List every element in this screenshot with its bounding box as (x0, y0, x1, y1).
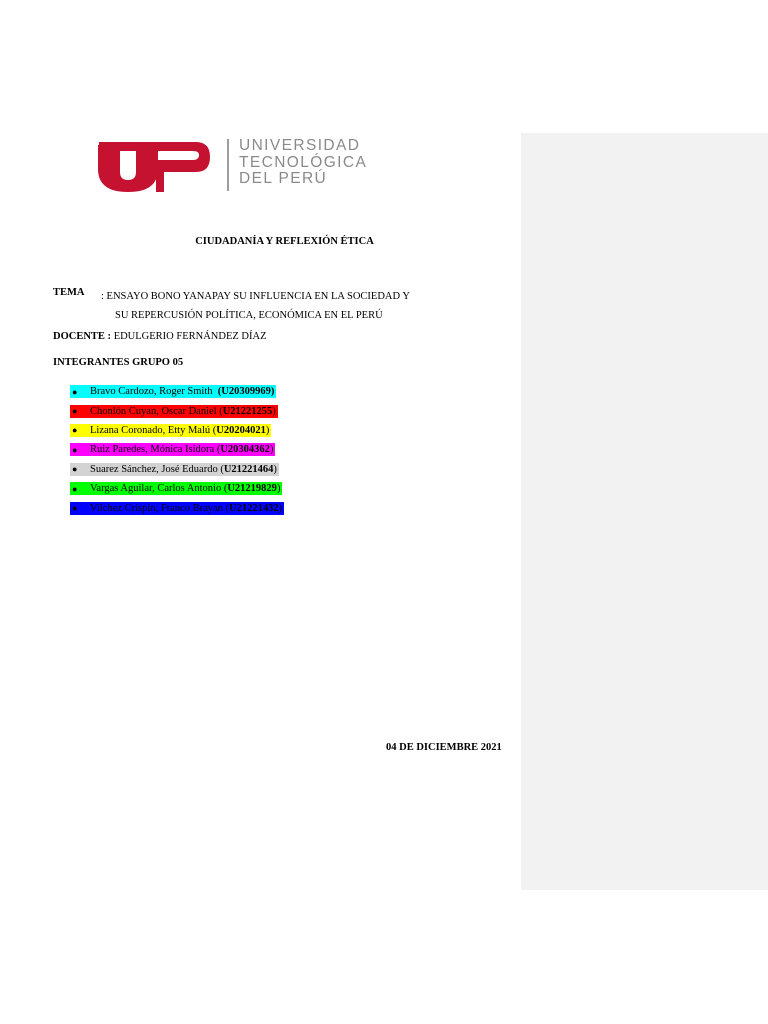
logo-divider (227, 139, 229, 191)
utp-logo-mark (96, 136, 222, 194)
members-list (70, 382, 284, 518)
member-name: Vilchez Crispin, Franco Brayan (90, 502, 223, 514)
document-date: 04 DE DICIEMBRE 2021 (386, 742, 502, 753)
member-code: U21221432 (229, 502, 279, 514)
teacher-name: EDULGERIO FERNÁNDEZ DÍAZ (113, 331, 267, 342)
member-code-close: ) (276, 483, 281, 495)
member-code-open: ( (225, 502, 230, 514)
list-item (70, 440, 284, 459)
list-item (70, 401, 284, 420)
member-highlight (70, 385, 276, 398)
member-highlight (70, 482, 282, 495)
member-name: Ruiz Paredes, Mónica Isidora (90, 444, 215, 456)
member-code-open: ( (217, 386, 222, 398)
member-code-close: ) (278, 502, 283, 514)
topic-line-1: : ENSAYO BONO YANAPAY SU INFLUENCIA EN LA SOCIEDAD Y (101, 291, 410, 302)
member-code-open: ( (212, 424, 217, 436)
list-item (70, 498, 284, 517)
member-code-close: ) (265, 424, 270, 436)
member-highlight (70, 502, 284, 515)
logo-line: UNIVERSIDAD (239, 137, 361, 154)
member-name: Vargas Aguilar, Carlos Antonio (90, 483, 222, 495)
member-code-open: ( (223, 483, 228, 495)
member-name: Bravo Cardozo, Roger Smith (90, 386, 213, 398)
list-item (70, 421, 284, 440)
list-item (70, 479, 284, 498)
logo-line: TECNOLÓGICA (239, 153, 368, 171)
bullet-icon: ● (72, 444, 78, 455)
member-code: U21219829 (227, 483, 277, 495)
bullet-icon: ● (72, 425, 78, 436)
teacher-label: DOCENTE : (53, 331, 112, 342)
course-title: CIUDADANÍA Y REFLEXIÓN ÉTICA (195, 236, 374, 247)
member-code-open: ( (219, 405, 223, 417)
topic-text (101, 287, 521, 325)
bullet-icon: ● (72, 483, 78, 494)
member-code: U20309969 (221, 386, 271, 398)
topic-line-2: SU REPERCUSIÓN POLÍTICA, ECONÓMICA EN EL PERÚ (115, 310, 383, 321)
teacher (53, 331, 267, 342)
list-item (70, 382, 284, 401)
member-code-close: ) (270, 386, 275, 398)
bullet-icon: ● (72, 464, 78, 475)
list-item (70, 460, 284, 479)
member-code: U20204021 (216, 424, 266, 436)
bullet-icon: ● (72, 503, 78, 514)
member-code-close: ) (269, 444, 274, 456)
logo-line: DEL PERÚ (239, 170, 328, 187)
member-code-close: ) (273, 463, 277, 475)
member-code: U21221255 (222, 405, 273, 417)
member-highlight (70, 463, 279, 476)
topic-label: TEMA (53, 287, 85, 298)
member-code-open: ( (216, 444, 221, 456)
member-name: Chonlón Cuyan, Oscar Daniel (90, 405, 217, 417)
member-highlight (70, 424, 271, 437)
bullet-icon: ● (72, 406, 78, 417)
member-name: Suarez Sánchez, José Eduardo (90, 463, 218, 475)
member-code-close: ) (272, 405, 276, 417)
logo-wordmark (239, 138, 367, 188)
university-logo (96, 136, 426, 194)
member-code: U20304362 (220, 444, 270, 456)
member-highlight (70, 443, 275, 456)
member-name: Lizana Coronado, Etty Malú (90, 424, 211, 436)
member-code-open: ( (220, 463, 224, 475)
group-title: INTEGRANTES GRUPO 05 (53, 357, 184, 368)
bullet-icon: ● (72, 386, 78, 397)
member-highlight (70, 405, 278, 418)
member-code: U21221464 (223, 463, 274, 475)
